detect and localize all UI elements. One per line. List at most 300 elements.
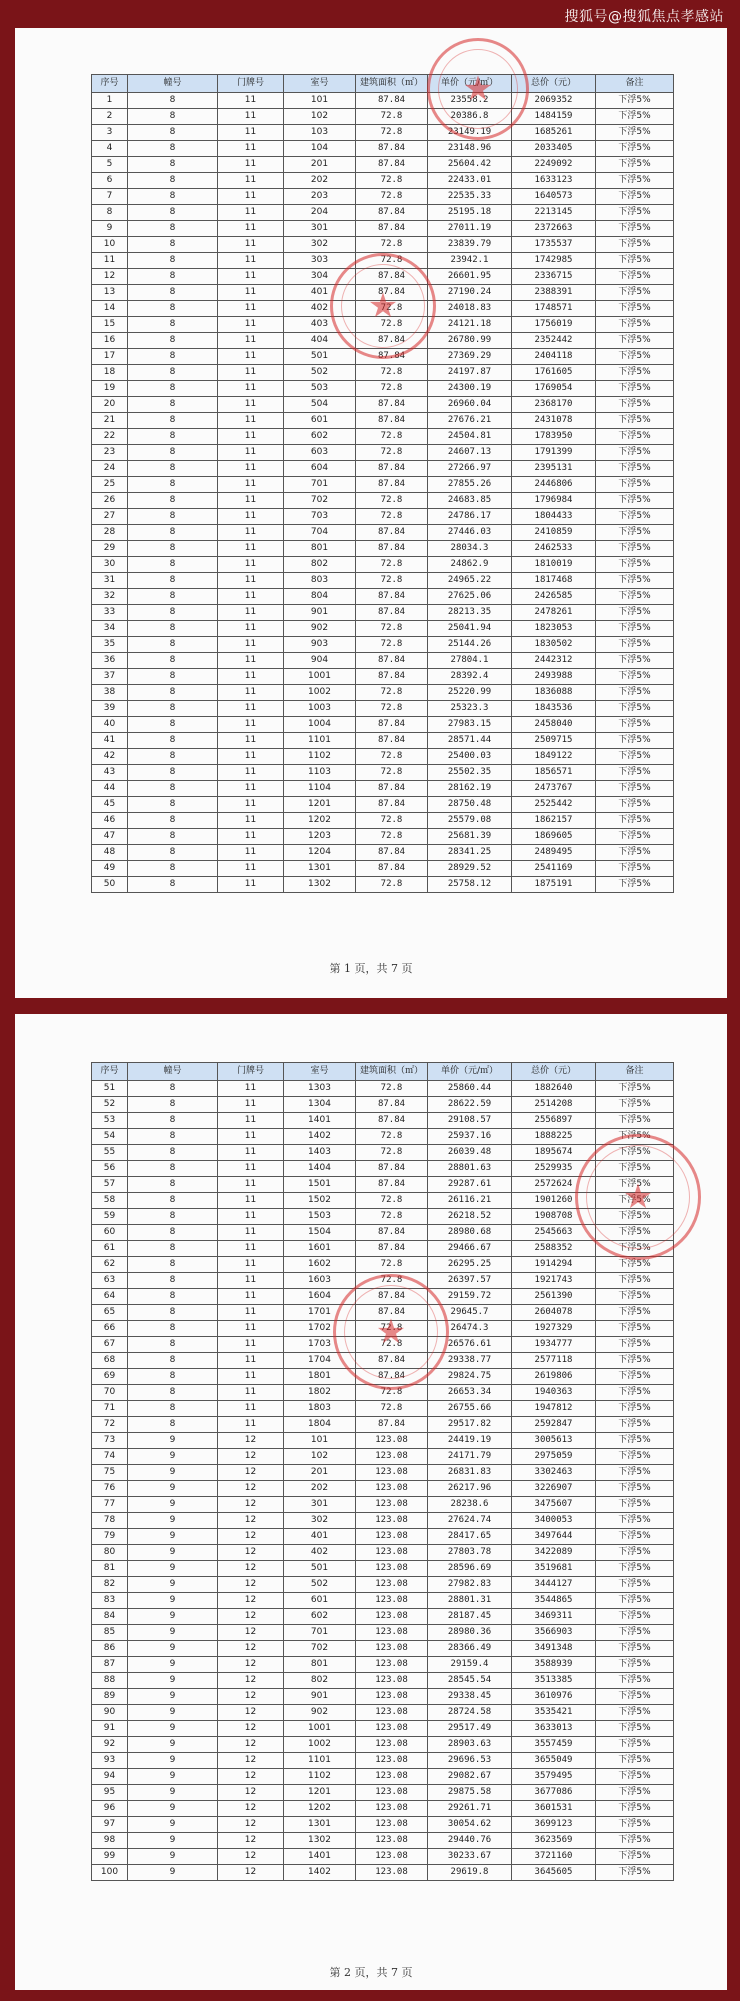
table-row xyxy=(92,1545,674,1561)
table-cell: 1748571 xyxy=(512,301,596,317)
table-cell: 11 xyxy=(218,109,284,125)
table-cell: 3721160 xyxy=(512,1849,596,1865)
table-cell: 12 xyxy=(218,1689,284,1705)
table-cell: 11 xyxy=(218,1177,284,1193)
table-cell: 11 xyxy=(218,1369,284,1385)
table-cell: 81 xyxy=(92,1561,128,1577)
table-cell: 87.84 xyxy=(356,1097,428,1113)
table-cell: 12 xyxy=(218,1641,284,1657)
table-cell: 12 xyxy=(218,1721,284,1737)
table-cell: 67 xyxy=(92,1337,128,1353)
table-cell: 72.8 xyxy=(356,1129,428,1145)
table-cell: 303 xyxy=(284,253,356,269)
table-cell: 8 xyxy=(128,1289,218,1305)
table-cell: 28366.49 xyxy=(428,1641,512,1657)
table-cell: 45 xyxy=(92,797,128,813)
table-cell: 2426585 xyxy=(512,589,596,605)
table-cell: 9 xyxy=(128,1753,218,1769)
table-row xyxy=(92,1289,674,1305)
table-cell: 87.84 xyxy=(356,781,428,797)
table-row xyxy=(92,1145,674,1161)
table-cell: 9 xyxy=(128,1545,218,1561)
table-cell: 19 xyxy=(92,381,128,397)
table-cell: 27446.03 xyxy=(428,525,512,541)
table-cell: 11 xyxy=(218,541,284,557)
table-cell: 11 xyxy=(218,829,284,845)
table-cell: 302 xyxy=(284,237,356,253)
table-cell: 502 xyxy=(284,1577,356,1593)
table-cell: 26960.04 xyxy=(428,397,512,413)
table-row xyxy=(92,813,674,829)
table-cell: 44 xyxy=(92,781,128,797)
table-cell: 8 xyxy=(128,301,218,317)
table-cell: 下浮5% xyxy=(596,1577,674,1593)
table-row xyxy=(92,157,674,173)
table-cell: 123.08 xyxy=(356,1673,428,1689)
table-cell: 下浮5% xyxy=(596,1545,674,1561)
table-cell: 8 xyxy=(128,141,218,157)
table-cell: 27369.29 xyxy=(428,349,512,365)
table-cell: 72.8 xyxy=(356,621,428,637)
table-cell: 2213145 xyxy=(512,205,596,221)
table-cell: 8 xyxy=(128,509,218,525)
table-cell: 2545663 xyxy=(512,1225,596,1241)
table-cell: 84 xyxy=(92,1609,128,1625)
table-cell: 87.84 xyxy=(356,1305,428,1321)
table-cell: 下浮5% xyxy=(596,349,674,365)
table-cell: 901 xyxy=(284,605,356,621)
table-cell: 74 xyxy=(92,1449,128,1465)
table-cell: 123.08 xyxy=(356,1545,428,1561)
table-cell: 2458040 xyxy=(512,717,596,733)
table-cell: 下浮5% xyxy=(596,493,674,509)
table-cell: 下浮5% xyxy=(596,1513,674,1529)
table-cell: 11 xyxy=(218,1337,284,1353)
table-cell: 下浮5% xyxy=(596,813,674,829)
table-row xyxy=(92,349,674,365)
table-cell: 83 xyxy=(92,1593,128,1609)
table-cell: 87.84 xyxy=(356,1289,428,1305)
table-row xyxy=(92,1625,674,1641)
table-cell: 8 xyxy=(128,1337,218,1353)
table-cell: 26653.34 xyxy=(428,1385,512,1401)
table-row xyxy=(92,1385,674,1401)
table-body xyxy=(92,93,674,893)
table-cell: 12 xyxy=(218,1737,284,1753)
table-cell: 87.84 xyxy=(356,589,428,605)
table-cell: 72.8 xyxy=(356,189,428,205)
table-cell: 123.08 xyxy=(356,1609,428,1625)
table-cell: 8 xyxy=(128,1161,218,1177)
table-cell: 1502 xyxy=(284,1193,356,1209)
table-cell: 201 xyxy=(284,1465,356,1481)
table-cell: 85 xyxy=(92,1625,128,1641)
table-cell: 下浮5% xyxy=(596,1849,674,1865)
table-cell: 1101 xyxy=(284,733,356,749)
table-row xyxy=(92,413,674,429)
table-row xyxy=(92,1817,674,1833)
table-row xyxy=(92,653,674,669)
table-cell: 72.8 xyxy=(356,637,428,653)
table-cell: 1301 xyxy=(284,861,356,877)
table-cell: 30 xyxy=(92,557,128,573)
table-cell: 下浮5% xyxy=(596,157,674,173)
table-cell: 2577118 xyxy=(512,1353,596,1369)
table-cell: 87.84 xyxy=(356,93,428,109)
table-cell: 55 xyxy=(92,1145,128,1161)
table-cell: 下浮5% xyxy=(596,1273,674,1289)
table-cell: 9 xyxy=(128,1849,218,1865)
table-cell: 11 xyxy=(218,1305,284,1321)
table-cell: 8 xyxy=(128,365,218,381)
table-cell: 1804 xyxy=(284,1417,356,1433)
table-cell: 94 xyxy=(92,1769,128,1785)
table-row xyxy=(92,845,674,861)
table-cell: 87.84 xyxy=(356,205,428,221)
table-cell: 123.08 xyxy=(356,1657,428,1673)
table-cell: 1704 xyxy=(284,1353,356,1369)
header-cell: 室号 xyxy=(284,75,356,93)
table-cell: 63 xyxy=(92,1273,128,1289)
table-cell: 38 xyxy=(92,685,128,701)
table-cell: 87.84 xyxy=(356,157,428,173)
table-row xyxy=(92,493,674,509)
table-cell: 78 xyxy=(92,1513,128,1529)
table-cell: 8 xyxy=(92,205,128,221)
table-cell: 9 xyxy=(128,1721,218,1737)
table-cell: 8 xyxy=(128,1385,218,1401)
table-row xyxy=(92,573,674,589)
table-cell: 123.08 xyxy=(356,1705,428,1721)
table-cell: 503 xyxy=(284,381,356,397)
table-cell: 8 xyxy=(128,205,218,221)
table-row xyxy=(92,109,674,125)
table-cell: 12 xyxy=(92,269,128,285)
table-cell: 12 xyxy=(218,1561,284,1577)
table-cell: 1769054 xyxy=(512,381,596,397)
table-cell: 11 xyxy=(218,589,284,605)
table-cell: 11 xyxy=(218,813,284,829)
table-cell: 26039.48 xyxy=(428,1145,512,1161)
table-cell: 11 xyxy=(218,445,284,461)
table-row xyxy=(92,1737,674,1753)
table-cell: 1504 xyxy=(284,1225,356,1241)
table-cell: 下浮5% xyxy=(596,1433,674,1449)
table-cell: 65 xyxy=(92,1305,128,1321)
table-cell: 123.08 xyxy=(356,1561,428,1577)
table-cell: 11 xyxy=(218,717,284,733)
table-cell: 29517.49 xyxy=(428,1721,512,1737)
table-cell: 23149.19 xyxy=(428,125,512,141)
table-cell: 601 xyxy=(284,413,356,429)
table-cell: 504 xyxy=(284,397,356,413)
table-cell: 70 xyxy=(92,1385,128,1401)
header-cell: 门牌号 xyxy=(218,1063,284,1081)
table-cell: 11 xyxy=(218,1145,284,1161)
table-cell: 2556897 xyxy=(512,1113,596,1129)
table-cell: 下浮5% xyxy=(596,125,674,141)
table-cell: 87.84 xyxy=(356,1353,428,1369)
table-cell: 9 xyxy=(128,1433,218,1449)
price-table xyxy=(91,1062,674,1881)
table-cell: 12 xyxy=(218,1529,284,1545)
table-cell: 9 xyxy=(128,1673,218,1689)
table-cell: 16 xyxy=(92,333,128,349)
table-cell: 下浮5% xyxy=(596,1337,674,1353)
table-cell: 29440.76 xyxy=(428,1833,512,1849)
table-cell: 123.08 xyxy=(356,1689,428,1705)
table-cell: 25860.44 xyxy=(428,1081,512,1097)
table-cell: 8 xyxy=(128,1401,218,1417)
table-cell: 1843536 xyxy=(512,701,596,717)
table-cell: 72.8 xyxy=(356,493,428,509)
table-cell: 1101 xyxy=(284,1753,356,1769)
table-cell: 11 xyxy=(218,573,284,589)
table-cell: 26780.99 xyxy=(428,333,512,349)
table-cell: 72.8 xyxy=(356,1401,428,1417)
table-cell: 3544865 xyxy=(512,1593,596,1609)
table-cell: 28801.63 xyxy=(428,1161,512,1177)
table-cell: 下浮5% xyxy=(596,1641,674,1657)
table-cell: 54 xyxy=(92,1129,128,1145)
table-row xyxy=(92,1449,674,1465)
table-cell: 8 xyxy=(128,1193,218,1209)
table-cell: 1927329 xyxy=(512,1321,596,1337)
table-row xyxy=(92,93,674,109)
table-cell: 100 xyxy=(92,1865,128,1881)
table-cell: 12 xyxy=(218,1817,284,1833)
table-row xyxy=(92,1097,674,1113)
table-cell: 11 xyxy=(218,493,284,509)
table-cell: 1202 xyxy=(284,1801,356,1817)
table-cell: 下浮5% xyxy=(596,861,674,877)
table-cell: 8 xyxy=(128,1273,218,1289)
table-cell: 9 xyxy=(128,1801,218,1817)
table-cell: 11 xyxy=(218,1353,284,1369)
table-cell: 9 xyxy=(128,1465,218,1481)
table-cell: 23558.2 xyxy=(428,93,512,109)
table-cell: 25041.94 xyxy=(428,621,512,637)
table-cell: 1001 xyxy=(284,669,356,685)
table-cell: 下浮5% xyxy=(596,1625,674,1641)
table-cell: 24018.83 xyxy=(428,301,512,317)
table-cell: 1102 xyxy=(284,749,356,765)
table-cell: 87.84 xyxy=(356,221,428,237)
table-cell: 72.8 xyxy=(356,1193,428,1209)
table-cell: 8 xyxy=(128,477,218,493)
table-cell: 2 xyxy=(92,109,128,125)
table-cell: 202 xyxy=(284,173,356,189)
table-cell: 1803 xyxy=(284,1401,356,1417)
table-cell: 12 xyxy=(218,1593,284,1609)
table-cell: 1201 xyxy=(284,1785,356,1801)
table-cell: 2033405 xyxy=(512,141,596,157)
table-cell: 123.08 xyxy=(356,1497,428,1513)
table-cell: 27190.24 xyxy=(428,285,512,301)
table-cell: 下浮5% xyxy=(596,1257,674,1273)
table-cell: 25502.35 xyxy=(428,765,512,781)
table-cell: 11 xyxy=(218,269,284,285)
table-cell: 8 xyxy=(128,797,218,813)
table-cell: 8 xyxy=(128,685,218,701)
table-cell: 下浮5% xyxy=(596,1817,674,1833)
table-cell: 123.08 xyxy=(356,1465,428,1481)
table-cell: 10 xyxy=(92,237,128,253)
table-cell: 103 xyxy=(284,125,356,141)
table-cell: 下浮5% xyxy=(596,701,674,717)
table-cell: 601 xyxy=(284,1593,356,1609)
table-cell: 901 xyxy=(284,1689,356,1705)
table-cell: 27983.15 xyxy=(428,717,512,733)
table-cell: 96 xyxy=(92,1801,128,1817)
table-cell: 7 xyxy=(92,189,128,205)
table-cell: 3588939 xyxy=(512,1657,596,1673)
table-cell: 51 xyxy=(92,1081,128,1097)
table-row xyxy=(92,525,674,541)
table-cell: 87.84 xyxy=(356,285,428,301)
table-cell: 下浮5% xyxy=(596,333,674,349)
table-cell: 3475607 xyxy=(512,1497,596,1513)
table-cell: 37 xyxy=(92,669,128,685)
table-cell: 8 xyxy=(128,429,218,445)
table-row xyxy=(92,1801,674,1817)
table-cell: 302 xyxy=(284,1513,356,1529)
table-cell: 1104 xyxy=(284,781,356,797)
table-cell: 904 xyxy=(284,653,356,669)
table-cell: 123.08 xyxy=(356,1721,428,1737)
table-cell: 8 xyxy=(128,349,218,365)
table-cell: 104 xyxy=(284,141,356,157)
table-cell: 87.84 xyxy=(356,1161,428,1177)
table-row xyxy=(92,797,674,813)
table-row xyxy=(92,365,674,381)
table-cell: 下浮5% xyxy=(596,557,674,573)
table-cell: 2442312 xyxy=(512,653,596,669)
table-cell: 28929.52 xyxy=(428,861,512,877)
table-cell: 下浮5% xyxy=(596,1497,674,1513)
table-cell: 72.8 xyxy=(356,813,428,829)
table-cell: 8 xyxy=(128,701,218,717)
table-row xyxy=(92,1561,674,1577)
table-cell: 3699123 xyxy=(512,1817,596,1833)
table-cell: 26295.25 xyxy=(428,1257,512,1273)
table-cell: 1783950 xyxy=(512,429,596,445)
table-cell: 28750.48 xyxy=(428,797,512,813)
table-cell: 2588352 xyxy=(512,1241,596,1257)
table-cell: 64 xyxy=(92,1289,128,1305)
table-cell: 下浮5% xyxy=(596,269,674,285)
table-cell: 123.08 xyxy=(356,1865,428,1881)
table-cell: 下浮5% xyxy=(596,589,674,605)
table-cell: 29 xyxy=(92,541,128,557)
table-cell: 2572624 xyxy=(512,1177,596,1193)
table-cell: 59 xyxy=(92,1209,128,1225)
table-cell: 8 xyxy=(128,781,218,797)
table-row xyxy=(92,557,674,573)
table-cell: 36 xyxy=(92,653,128,669)
table-cell: 902 xyxy=(284,1705,356,1721)
table-cell: 8 xyxy=(128,717,218,733)
table-cell: 902 xyxy=(284,621,356,637)
table-cell: 87.84 xyxy=(356,333,428,349)
table-cell: 28162.19 xyxy=(428,781,512,797)
table-cell: 29696.53 xyxy=(428,1753,512,1769)
table-cell: 11 xyxy=(218,509,284,525)
table-cell: 101 xyxy=(284,93,356,109)
header-cell: 总价（元） xyxy=(512,75,596,93)
table-cell: 下浮5% xyxy=(596,1225,674,1241)
table-cell: 87.84 xyxy=(356,413,428,429)
table-cell: 28724.58 xyxy=(428,1705,512,1721)
table-row xyxy=(92,1209,674,1225)
table-cell: 602 xyxy=(284,1609,356,1625)
table-cell: 2489495 xyxy=(512,845,596,861)
table-cell: 下浮5% xyxy=(596,1593,674,1609)
table-row xyxy=(92,1113,674,1129)
table-cell: 60 xyxy=(92,1225,128,1241)
table-cell: 8 xyxy=(128,1177,218,1193)
table-row xyxy=(92,1721,674,1737)
table-cell: 50 xyxy=(92,877,128,893)
table-cell: 11 xyxy=(218,653,284,669)
table-row xyxy=(92,605,674,621)
table-cell: 8 xyxy=(128,445,218,461)
table-cell: 24121.18 xyxy=(428,317,512,333)
table-cell: 72.8 xyxy=(356,1321,428,1337)
table-cell: 28980.68 xyxy=(428,1225,512,1241)
table-cell: 下浮5% xyxy=(596,253,674,269)
table-row xyxy=(92,1833,674,1849)
table-cell: 23148.96 xyxy=(428,141,512,157)
table-cell: 25400.03 xyxy=(428,749,512,765)
table-cell: 12 xyxy=(218,1833,284,1849)
table-cell: 9 xyxy=(128,1625,218,1641)
table-row xyxy=(92,253,674,269)
header-cell: 序号 xyxy=(92,1063,128,1081)
table-row xyxy=(92,1641,674,1657)
table-cell: 28571.44 xyxy=(428,733,512,749)
table-cell: 1484159 xyxy=(512,109,596,125)
table-cell: 27266.97 xyxy=(428,461,512,477)
table-cell: 24171.79 xyxy=(428,1449,512,1465)
table-row xyxy=(92,1609,674,1625)
table-cell: 2431078 xyxy=(512,413,596,429)
table-cell: 8 xyxy=(128,1129,218,1145)
table-cell: 下浮5% xyxy=(596,1481,674,1497)
table-cell: 2493988 xyxy=(512,669,596,685)
table-cell: 701 xyxy=(284,477,356,493)
table-cell: 24504.81 xyxy=(428,429,512,445)
table-cell: 1796984 xyxy=(512,493,596,509)
table-cell: 12 xyxy=(218,1657,284,1673)
table-cell: 1401 xyxy=(284,1849,356,1865)
table-row xyxy=(92,205,674,221)
table-cell: 53 xyxy=(92,1113,128,1129)
table-cell: 1875191 xyxy=(512,877,596,893)
table-cell: 123.08 xyxy=(356,1577,428,1593)
table-cell: 304 xyxy=(284,269,356,285)
table-cell: 201 xyxy=(284,157,356,173)
table-cell: 1701 xyxy=(284,1305,356,1321)
table-row xyxy=(92,621,674,637)
table-cell: 1204 xyxy=(284,845,356,861)
table-cell: 72.8 xyxy=(356,1385,428,1401)
table-cell: 8 xyxy=(128,1257,218,1273)
table-cell: 1003 xyxy=(284,701,356,717)
table-cell: 3400053 xyxy=(512,1513,596,1529)
table-cell: 301 xyxy=(284,221,356,237)
table-cell: 26397.57 xyxy=(428,1273,512,1289)
